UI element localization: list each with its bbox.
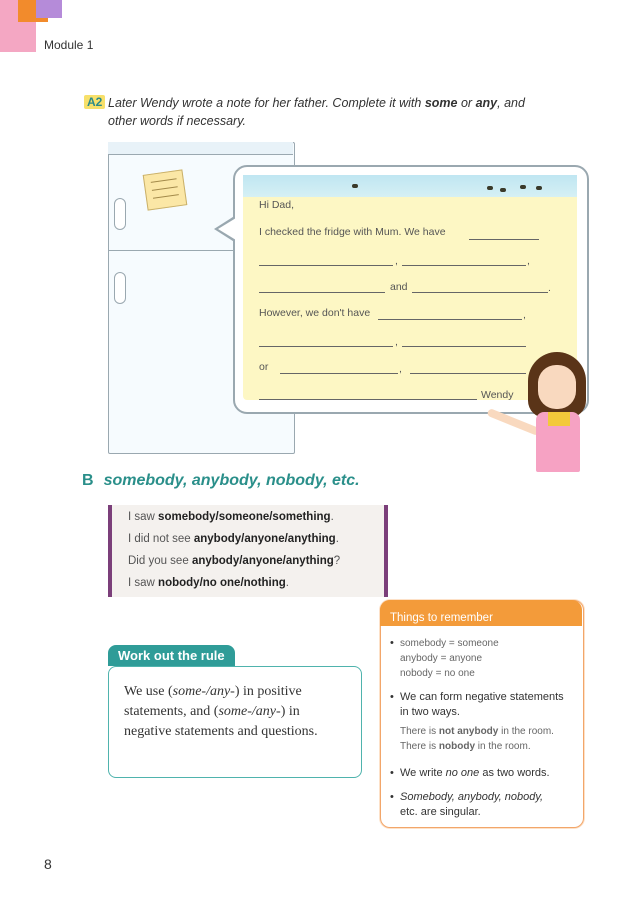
speech-tail-inner <box>218 218 236 240</box>
rule-tab: Work out the rule <box>108 645 235 666</box>
a2-instruction: Later Wendy wrote a note for her father. Complete it with some or any, and other words if necessary. <box>108 96 525 128</box>
blank-6[interactable] <box>378 319 522 320</box>
things-to-remember-title: Things to remember <box>390 612 493 624</box>
fridge-handle-lower <box>114 272 126 304</box>
note-greeting: Hi Dad, <box>259 199 295 211</box>
sticky-note-icon <box>143 169 188 210</box>
note-comma: , <box>527 255 530 267</box>
blank-1[interactable] <box>469 239 539 240</box>
section-b-heading: B somebody, anybody, nobody, etc. <box>82 472 360 489</box>
note-comma: , <box>399 363 402 375</box>
bee-icon <box>487 186 493 190</box>
example-line: I saw nobody/no one/nothing. <box>128 577 289 589</box>
example-line: Did you see anybody/anyone/anything? <box>128 555 341 567</box>
note-comma: , <box>395 255 398 267</box>
note-and: and <box>390 281 408 293</box>
remember-item-negative: • We can form negative statements in two ways. There is not anybody in the room. There is nobody in the room. <box>390 691 564 752</box>
note-or: or <box>259 361 269 373</box>
example-line: I did not see anybody/anyone/anything. <box>128 533 339 545</box>
blank-3[interactable] <box>402 265 526 266</box>
blank-5[interactable] <box>412 292 548 293</box>
blank-10[interactable] <box>410 373 526 374</box>
example-line: I saw somebody/someone/something. <box>128 511 334 523</box>
fridge-top <box>108 142 293 155</box>
blank-11[interactable] <box>259 399 477 400</box>
page-number: 8 <box>44 856 52 872</box>
bee-icon <box>352 184 358 188</box>
fridge-handle-upper <box>114 198 126 230</box>
remember-item-equivalents: • somebody = someone anybody = anyone nobody = no one <box>390 637 499 679</box>
bee-icon <box>500 188 506 192</box>
remember-item-no-one: • We write no one as two words. <box>390 767 550 779</box>
rule-text: We use (some-/any-) in positive statements, and (some-/any-) in negative statements and questions. <box>124 684 318 739</box>
note-however: However, we don't have <box>259 307 371 319</box>
note-period: . <box>548 282 551 294</box>
blank-7[interactable] <box>259 346 393 347</box>
blank-9[interactable] <box>280 373 398 374</box>
note-sky-strip <box>243 175 577 197</box>
bee-icon <box>520 185 526 189</box>
bee-icon <box>536 186 542 190</box>
blank-4[interactable] <box>259 292 385 293</box>
blank-8[interactable] <box>402 346 526 347</box>
girl-face <box>538 365 576 409</box>
note-signature: Wendy <box>481 389 514 401</box>
blank-2[interactable] <box>259 265 393 266</box>
girl-shirt <box>548 412 570 426</box>
header-decoration-purple <box>36 0 62 18</box>
remember-item-singular: • Somebody, anybody, nobody, etc. are singular. <box>390 791 544 818</box>
note-line1: I checked the fridge with Mum. We have <box>259 226 446 238</box>
note-comma: , <box>523 309 526 321</box>
note-comma: , <box>395 336 398 348</box>
a2-badge: A2 <box>84 95 105 109</box>
module-label: Module 1 <box>44 38 94 52</box>
